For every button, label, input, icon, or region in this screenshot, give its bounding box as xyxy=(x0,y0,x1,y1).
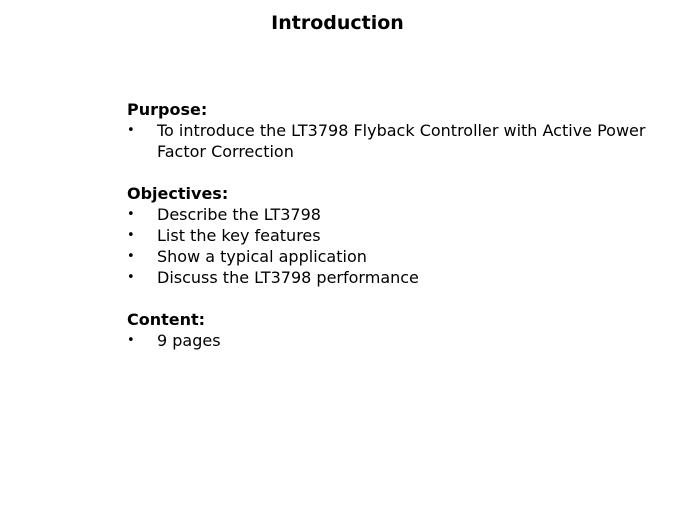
list-item xyxy=(127,246,647,267)
bullet-text: Discuss the LT3798 performance xyxy=(157,268,419,287)
bullet-icon: • xyxy=(127,123,135,138)
slide-title: Introduction xyxy=(271,12,404,34)
content-section xyxy=(127,309,647,351)
objectives-heading: Objectives: xyxy=(127,184,229,203)
bullet-icon: • xyxy=(127,228,135,243)
bullet-text: Describe the LT3798 xyxy=(157,205,321,224)
bullet-icon: • xyxy=(127,249,135,264)
list-item xyxy=(127,204,647,225)
purpose-heading: Purpose: xyxy=(127,100,208,119)
bullet-text: To introduce the LT3798 Flyback Controller with Active Power Factor Correction xyxy=(157,121,646,161)
content-list xyxy=(127,330,647,351)
list-item xyxy=(127,120,647,162)
objectives-section xyxy=(127,183,647,288)
list-item xyxy=(127,267,647,288)
list-item xyxy=(127,330,647,351)
bullet-icon: • xyxy=(127,207,135,222)
bullet-icon: • xyxy=(127,333,135,348)
bullet-text: 9 pages xyxy=(157,331,221,350)
bullet-icon: • xyxy=(127,270,135,285)
slide-content xyxy=(127,99,647,372)
bullet-text: List the key features xyxy=(157,226,321,245)
purpose-list xyxy=(127,120,647,162)
objectives-list xyxy=(127,204,647,288)
bullet-text: Show a typical application xyxy=(157,247,367,266)
purpose-section xyxy=(127,99,647,162)
list-item xyxy=(127,225,647,246)
content-heading: Content: xyxy=(127,310,206,329)
